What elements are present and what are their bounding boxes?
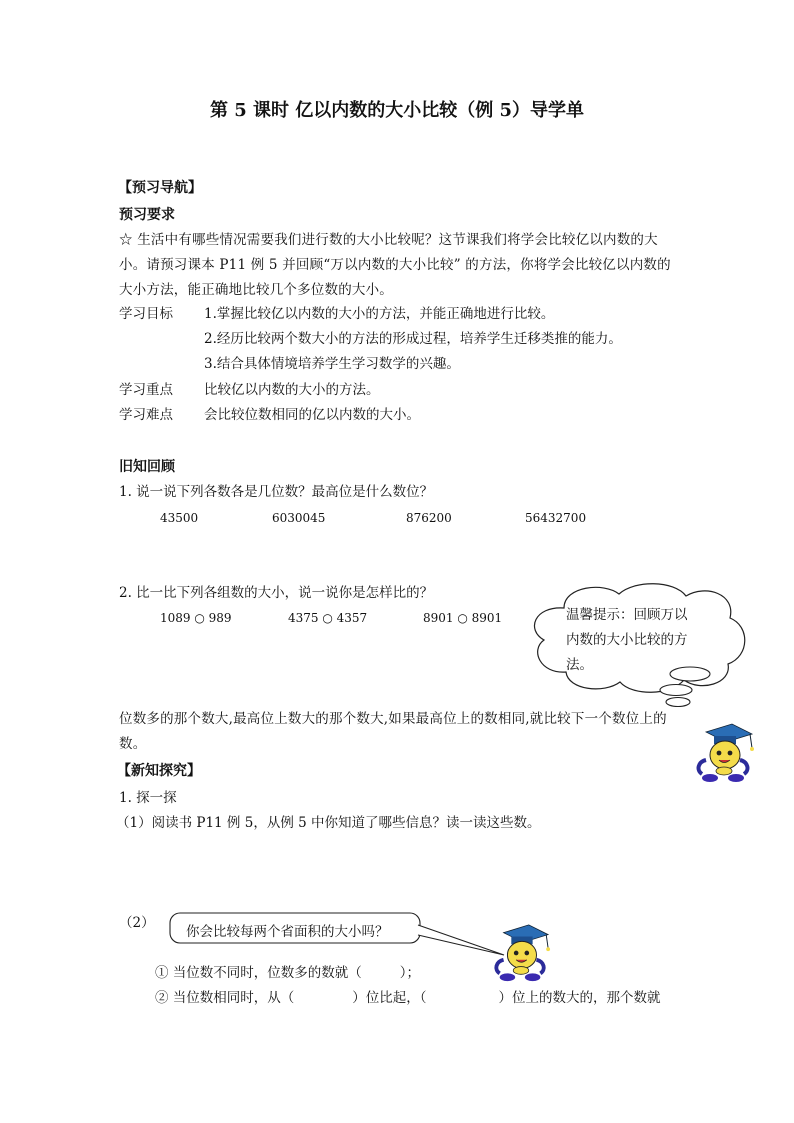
explore-part-1: （1）阅读书 P11 例 5，从例 5 中你知道了哪些信息？读一读这些数。 bbox=[116, 815, 541, 831]
review-question-2: 2. 比一比下列各组数的大小，说一说你是怎样比的？ bbox=[119, 585, 434, 601]
section-heading-explore: 【新知探究】 bbox=[117, 763, 201, 779]
key-label: 学习重点 bbox=[119, 382, 173, 398]
mascot-image bbox=[490, 922, 552, 984]
explore-part-2-label: （2） bbox=[119, 915, 155, 931]
explore-step-1: 1. 探一探 bbox=[119, 790, 177, 806]
rule-2-end: ）位上的数大的，那个数就 bbox=[498, 990, 661, 1006]
number-item: 6030045 bbox=[272, 511, 326, 525]
key-text: 比较亿以内数的大小的方法。 bbox=[204, 382, 380, 398]
review-question-1: 1. 说一说下列各数各是几位数？最高位是什么数位？ bbox=[119, 484, 434, 500]
review-heading: 旧知回顾 bbox=[119, 459, 175, 475]
compare-pair: 4375 ○ 4357 bbox=[288, 611, 368, 625]
goal-item-1: 1.掌握比较亿以内数的大小的方法，并能正确地进行比较。 bbox=[204, 306, 555, 322]
intro-paragraph: ☆ 生活中有哪些情况需要我们进行数的大小比较呢？这节课我们将学会比较亿以内数的大小。请预习课本 P11 例 5 并回顾“万以内数的大小比较” 的方法，你将学会比较亿以内数的大小方法，能正确地比较几个多位数的大小。 bbox=[119, 232, 671, 298]
difficulty-text: 会比较位数相同的亿以内数的大小。 bbox=[204, 407, 420, 423]
goal-item-3: 3.结合具体情境培养学生学习数学的兴趣。 bbox=[204, 356, 460, 372]
compare-pair: 1089 ○ 989 bbox=[160, 611, 232, 625]
difficulty-label: 学习难点 bbox=[119, 407, 173, 423]
section-heading-preview: 【预习导航】 bbox=[118, 180, 202, 196]
mascot-image bbox=[692, 722, 756, 784]
page-title: 第 5 课时 亿以内数的大小比较（例 5）导学单 bbox=[209, 100, 585, 121]
rule-2-mid: ）位比起，（ bbox=[352, 990, 427, 1006]
speech-text: 你会比较每两个省面积的大小吗？ bbox=[186, 924, 389, 940]
number-item: 56432700 bbox=[525, 511, 587, 525]
compare-pair: 8901 ○ 8901 bbox=[423, 611, 503, 625]
rule-2 bbox=[155, 986, 661, 1010]
requirement-heading: 预习要求 bbox=[119, 207, 175, 223]
review-answer: 位数多的那个数大,最高位上数大的那个数大,如果最高位上的数相同,就比较下一个数位上的数。 bbox=[119, 711, 667, 752]
goals-label: 学习目标 bbox=[119, 306, 173, 322]
hint-text: 温馨提示：回顾万以内数的大小比较的方法。 bbox=[566, 607, 688, 673]
number-item: 43500 bbox=[160, 511, 199, 525]
rule-1 bbox=[155, 961, 420, 985]
goal-item-2: 2.经历比较两个数大小的方法的形成过程，培养学生迁移类推的能力。 bbox=[204, 331, 622, 347]
rule-2-text: ② 当位数相同时，从（ bbox=[155, 990, 295, 1006]
number-item: 876200 bbox=[406, 511, 452, 525]
rule-1-end: ）； bbox=[399, 965, 421, 981]
rule-1-text: ① 当位数不同时，位数多的数就（ bbox=[155, 965, 362, 981]
